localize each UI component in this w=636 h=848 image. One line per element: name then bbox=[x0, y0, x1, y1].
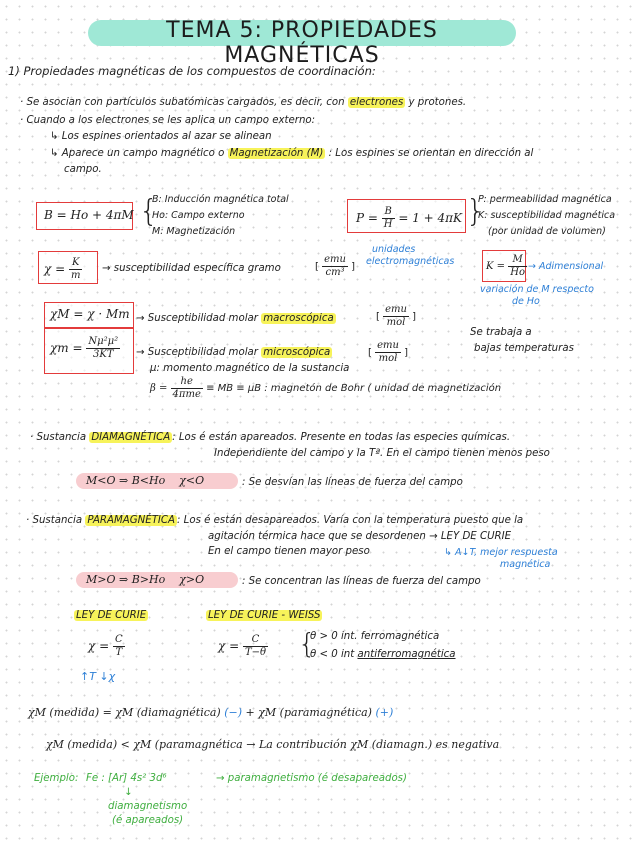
molar-macro-description bbox=[136, 312, 336, 325]
chi-unit-fraction bbox=[322, 254, 348, 279]
dia-pill-post: : Se desvían las líneas de fuerza del campo bbox=[242, 477, 463, 488]
bullet-2b bbox=[50, 147, 533, 160]
permeability-fraction bbox=[382, 206, 395, 231]
bullet-1-highlight: electrones bbox=[349, 97, 404, 108]
cw-left: χ = bbox=[218, 639, 240, 653]
macro-highlight: macroscópica bbox=[263, 313, 334, 324]
example-label: Ejemplo: bbox=[34, 773, 79, 784]
k-num: M bbox=[508, 254, 527, 267]
measured-a: χM (medida) = χM (diamagnética) bbox=[28, 706, 221, 719]
micro-fraction bbox=[86, 336, 120, 361]
bullet-2b-end: : Los espines se orientan en dirección al bbox=[328, 148, 534, 159]
micro-unit-den: mol bbox=[378, 353, 398, 364]
molar-micro-text: → Susceptibilidad molar bbox=[136, 347, 258, 358]
measured-minus: (−) bbox=[224, 706, 243, 719]
cond-antiferro-underline: antiferromagnética bbox=[357, 649, 456, 660]
curie-heading-text: LEY DE CURIE bbox=[76, 610, 147, 621]
curie-left: χ = bbox=[88, 639, 110, 653]
curie-formula bbox=[88, 634, 125, 659]
chi-unit-den: cm³ bbox=[325, 267, 345, 278]
micro-unit-fraction bbox=[375, 340, 401, 365]
measured-line-2: χM (medida) < χM (paramagnética → La contribución χM (diamagn.) es negativa bbox=[46, 738, 500, 751]
legend-brace-2: } bbox=[466, 194, 486, 229]
beta-right: ≡ MB ≡ μB : magnetón de Bohr ( unidad de magnetización bbox=[206, 383, 502, 394]
legend-brace: { bbox=[139, 194, 159, 229]
induction-formula: B = Ho + 4πM bbox=[44, 208, 134, 222]
macro-unit-fraction bbox=[383, 304, 409, 329]
para-highlight: PARAMAGNÉTICA bbox=[87, 515, 176, 526]
curie-heading bbox=[74, 609, 148, 622]
legend-M: M: Magnetización bbox=[152, 226, 236, 237]
example-para: → paramagnetismo (é desapareados) bbox=[216, 773, 407, 784]
curie-weiss-formula bbox=[218, 634, 268, 659]
diamagnetic-line-1 bbox=[30, 431, 510, 444]
example-dia-a: diamagnetismo bbox=[108, 801, 188, 812]
legend-K-unit: (por unidad de volumen) bbox=[488, 226, 606, 237]
dimensionless-note: → Adimensional bbox=[528, 261, 604, 272]
cond-ferro: θ > 0 int. ferromagnética bbox=[310, 631, 440, 642]
page-title: TEMA 5: PROPIEDADES MAGNÉTICAS bbox=[166, 18, 438, 68]
permeability-den: H bbox=[383, 219, 393, 230]
variation-note-b: de Ho bbox=[512, 296, 540, 307]
micro-left: χm = bbox=[50, 341, 83, 355]
dia-highlight: DIAMAGNÉTICA bbox=[91, 432, 171, 443]
bullet-1-text: · Se asocian con partículos subatómicas cargados, es decir, con bbox=[20, 97, 345, 108]
cond-antiferro bbox=[310, 648, 456, 661]
example-dia-b: (é apareados) bbox=[112, 815, 184, 826]
measured-b: + χM (paramagnética) bbox=[245, 706, 372, 719]
permeability-num: B bbox=[382, 206, 395, 219]
paramagnetic-line-2: agitación térmica hace que se desordenen → LEY DE CURIE bbox=[208, 531, 512, 542]
macro-unit-den: mol bbox=[386, 317, 406, 328]
permeability-left: P = bbox=[356, 211, 378, 225]
molar-micro-description bbox=[136, 346, 332, 359]
legend-B: B: Inducción magnética total bbox=[152, 194, 289, 205]
micro-unit-num: emu bbox=[377, 340, 399, 351]
measured-plus: (+) bbox=[375, 706, 394, 719]
bullet-1-end: y protones. bbox=[408, 97, 467, 108]
units-note-a: unidades bbox=[372, 244, 416, 255]
para-note-a: ↳ A↓T, mejor respuesta bbox=[444, 547, 558, 558]
low-temp-b: bajas temperaturas bbox=[474, 343, 574, 354]
section-heading: 1) Propiedades magnéticas de los compuestos de coordinación: bbox=[8, 64, 376, 78]
beta-fraction bbox=[171, 376, 203, 401]
k-den: Ho bbox=[510, 267, 525, 278]
bullet-1 bbox=[20, 96, 466, 109]
micro-den: 3KT bbox=[92, 349, 114, 360]
para-note-b: magnética bbox=[500, 559, 551, 570]
chi-num: K bbox=[69, 257, 82, 270]
chi-left: χ = bbox=[44, 262, 66, 276]
curie-fraction bbox=[113, 634, 125, 659]
macro-unit: [ $\frac{\text{emu}}{\text{mol}}$ ] bbox=[376, 304, 417, 328]
bullet-2a: ↳ Los espines orientados al azar se alinean bbox=[50, 131, 272, 142]
para-pre: · Sustancia bbox=[26, 515, 83, 526]
dia-line1: : Los é están apareados. Presente en todas las especies químicas. bbox=[172, 432, 511, 443]
curie-trend: ↑T ↓χ bbox=[80, 670, 116, 683]
units-note-b: electromagnéticas bbox=[366, 256, 455, 267]
legend-K: K: susceptibilidad magnética bbox=[478, 210, 616, 221]
cond-antiferro-text: θ < 0 int bbox=[310, 649, 355, 660]
para-pill-text: M>O ⇒ B>Ho χ>O bbox=[86, 573, 205, 586]
molar-macro-formula: χM = χ · Mm bbox=[50, 307, 130, 321]
cw-den: T−θ bbox=[244, 647, 267, 658]
example-formula: Fe : [Ar] 4s² 3d⁶ bbox=[86, 773, 167, 784]
cond-brace: { bbox=[298, 627, 316, 660]
molar-macro-text: → Susceptibilidad molar bbox=[136, 313, 258, 324]
macro-unit-num: emu bbox=[385, 304, 407, 315]
dia-pill-text: M<O ⇒ B<Ho χ<O bbox=[86, 474, 205, 487]
magnetization-highlight: Magnetización (M) bbox=[229, 148, 324, 159]
cw-fraction bbox=[243, 634, 268, 659]
micro-highlight: microscópica bbox=[263, 347, 331, 358]
micro-num: Nμ²μ² bbox=[88, 336, 119, 347]
mu-definition: μ: momento magnético de la sustancia bbox=[150, 363, 350, 374]
molar-micro-formula bbox=[50, 336, 120, 361]
beta-num: he bbox=[171, 376, 203, 389]
beta-den: 4πme bbox=[172, 389, 201, 400]
curie-weiss-heading bbox=[206, 609, 322, 622]
beta-left: β = bbox=[150, 383, 168, 394]
dia-pre: · Sustancia bbox=[30, 432, 87, 443]
micro-unit: [ $\frac{\text{emu}}{\text{mol}}$ ] bbox=[368, 340, 409, 364]
chi-fraction bbox=[69, 257, 82, 282]
paramagnetic-line-3: En el campo tienen mayor peso bbox=[208, 546, 370, 557]
bullet-2c: campo. bbox=[64, 164, 102, 175]
title-banner bbox=[88, 12, 518, 68]
paramagnetic-line-1 bbox=[26, 514, 523, 527]
k-fraction bbox=[508, 254, 527, 279]
para-line1: : Los é están desapareados. Varía con la temperatura puesto que la bbox=[177, 515, 524, 526]
chi-description: → susceptibilidad específica gramo bbox=[102, 263, 281, 274]
diamagnetic-line-2: Independiente del campo y la Tª. En el campo tienen menos peso bbox=[214, 448, 550, 459]
low-temp-a: Se trabaja a bbox=[470, 327, 532, 338]
legend-Ho: Ho: Campo externo bbox=[152, 210, 245, 221]
variation-note-a: variación de M respecto bbox=[480, 284, 594, 295]
permeability-right: = 1 + 4πK bbox=[398, 211, 463, 225]
bullet-2b-text: ↳ Aparece un campo magnético o bbox=[50, 148, 225, 159]
chi-unit-num: emu bbox=[324, 254, 346, 265]
cw-num: C bbox=[243, 634, 268, 647]
example-arrow-down: ↓ bbox=[124, 787, 133, 798]
specific-susceptibility-formula bbox=[44, 257, 82, 282]
k-left: K = bbox=[486, 261, 506, 272]
permeability-formula bbox=[356, 206, 462, 231]
para-pill-post: : Se concentran las líneas de fuerza del campo bbox=[242, 576, 481, 587]
curie-den: T bbox=[115, 647, 123, 658]
legend-P: P: permeabilidad magnética bbox=[478, 194, 612, 205]
bullet-2: · Cuando a los electrones se les aplica un campo externo: bbox=[20, 115, 316, 126]
curie-weiss-heading-text: LEY DE CURIE - WEISS bbox=[208, 610, 321, 621]
measured-line-1 bbox=[28, 706, 393, 719]
beta-formula bbox=[150, 376, 501, 401]
chi-unit: [ $\frac{\text{emu}}{\text{cm³}}$ ] bbox=[315, 254, 356, 278]
dimensionless-formula bbox=[486, 254, 527, 279]
curie-num: C bbox=[114, 634, 123, 645]
chi-den: m bbox=[70, 270, 81, 281]
